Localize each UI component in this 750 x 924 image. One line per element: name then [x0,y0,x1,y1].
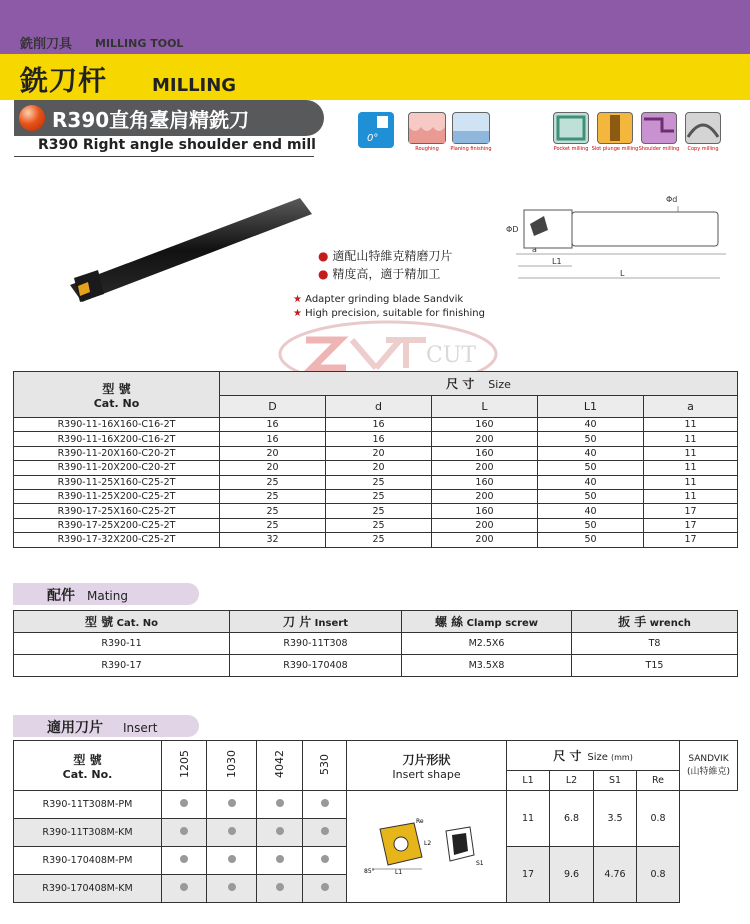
insert-cat-cell: R390-11T308M-KM [14,819,162,847]
size-value-cell: 17 [644,518,738,532]
category-label-zh: 銑削刀具 [20,37,73,52]
title-band [0,54,750,100]
cat-no-cell: R390-11-20X160-C20-2T [14,446,220,460]
availability-dot-icon [180,799,188,807]
mating-title-zh: 配件 [47,588,75,604]
size-value-cell: 50 [538,489,644,503]
mating-cell: M2.5X6 [402,633,572,655]
size-value-cell: 25 [220,518,326,532]
diagram-label-L1: L1 [552,257,562,266]
size-table-row [14,432,738,446]
availability-dot-icon [276,799,284,807]
slot-plunge-milling-caption: Slot plunge milling [591,146,639,152]
availability-dot-icon [321,855,329,863]
availability-dot-icon [276,855,284,863]
cat-no-cell: R390-17-25X200-C25-2T [14,518,220,532]
size-table-row [14,418,738,432]
size-table-cat-header: 型 號 Cat. No [14,372,220,418]
size-value-cell: 25 [326,475,432,489]
shoulder-milling-icon [641,112,677,144]
size-table-row [14,489,738,503]
star-icon: ★ [293,294,302,305]
angle-90-icon [358,112,394,148]
insert-section-tab [13,715,199,737]
cat-no-cell: R390-11-16X160-C16-2T [14,418,220,432]
size-value-cell: 25 [326,489,432,503]
insert-shape-icon [362,815,492,875]
size-value-cell: 11 [644,489,738,503]
size-value-cell: 200 [432,533,538,547]
mating-header-zh: 螺 絲 [434,615,464,629]
size-value-cell: 40 [538,418,644,432]
size-value-cell: 160 [432,446,538,460]
star-icon: ★ [293,308,302,319]
availability-dot-icon [228,827,236,835]
availability-dot-icon [321,827,329,835]
grade-cell [303,819,347,847]
grade-header-4042: 4042 [257,741,303,791]
size-value-cell: 160 [432,475,538,489]
size-col-header-L1: L1 [538,396,644,418]
availability-dot-icon [180,827,188,835]
availability-dot-icon [276,827,284,835]
svg-text:85°: 85° [363,868,375,875]
size-value-cell: 50 [538,432,644,446]
availability-dot-icon [276,883,284,891]
mating-cell: R390-11 [14,633,230,655]
mating-header-zh: 扳 手 [618,615,647,629]
availability-dot-icon [321,799,329,807]
size-value-cell: 160 [432,418,538,432]
svg-text:L1: L1 [394,869,402,875]
size-value-cell: 40 [538,446,644,460]
size-value-cell: 40 [538,475,644,489]
size-value-cell: 16 [220,432,326,446]
grade-cell [257,875,303,903]
size-value-cell: 17 [644,504,738,518]
copy-milling-icon [685,112,721,144]
availability-dot-icon [228,855,236,863]
availability-dot-icon [180,855,188,863]
insert-title-en: Insert [123,721,158,735]
mating-header-en: wrench [646,618,691,629]
svg-text:Re: Re [415,818,424,825]
grade-cell [303,847,347,875]
insert-size-cell: 3.5 [594,791,637,847]
feature-zh-2-text: 精度高，適于精加工 [332,267,441,281]
grade-cell [303,875,347,903]
size-value-cell: 200 [432,432,538,446]
subtitle-zh: R390直角臺肩精銑刀 [52,108,250,132]
brand-cell: SANDVIK (山特維克) [680,741,738,791]
feature-en-1 [293,294,463,305]
size-table-row [14,475,738,489]
grade-cell [207,791,257,819]
size-table [13,371,738,548]
mating-header-1 [230,611,402,633]
cat-no-cell: R390-11-20X200-C20-2T [14,461,220,475]
bullet-dot-icon: ● [318,267,329,281]
availability-dot-icon [321,883,329,891]
insert-shape-cell [347,791,507,903]
size-value-cell: 40 [538,504,644,518]
size-value-cell: 160 [432,504,538,518]
grade-cell [257,847,303,875]
insert-size-col-Re: Re [637,771,680,791]
availability-dot-icon [228,799,236,807]
insert-row [14,791,738,819]
size-value-cell: 20 [220,446,326,460]
cat-no-cell: R390-17-25X160-C25-2T [14,504,220,518]
size-value-cell: 32 [220,533,326,547]
size-value-cell: 11 [644,432,738,446]
dimension-drawing [496,186,736,286]
size-value-cell: 200 [432,489,538,503]
insert-shape-header: 刀片形狀 Insert shape [347,741,507,791]
cat-no-cell: R390-11-25X160-C25-2T [14,475,220,489]
roughing-caption: Roughing [415,146,439,152]
size-value-cell: 25 [220,475,326,489]
mating-header-en: Insert [311,618,348,629]
size-col-header-d: d [326,396,432,418]
size-value-cell: 16 [326,418,432,432]
mating-cell: R390-17 [14,655,230,677]
svg-text:S1: S1 [475,860,484,867]
size-table-row [14,518,738,532]
diagram-label-a: a [532,245,537,254]
size-value-cell: 200 [432,518,538,532]
feature-en-2-text: High precision, suitable for finishing [305,308,485,319]
size-value-cell: 11 [644,446,738,460]
mating-cell: T15 [572,655,738,677]
grade-cell [207,847,257,875]
feature-zh-1-text: 適配山特維克精磨刀片 [332,249,453,263]
size-value-cell: 25 [326,533,432,547]
mating-header-zh: 刀 片 [283,615,312,629]
availability-dot-icon [180,883,188,891]
size-value-cell: 25 [326,504,432,518]
size-table-row [14,461,738,475]
page-title-en: MILLING [152,75,237,96]
grade-cell [162,847,207,875]
insert-cat-cell: R390-170408M-KM [14,875,162,903]
insert-size-header: 尺 寸 Size (mm) [507,741,680,771]
mating-title-en: Mating [87,589,128,603]
size-value-cell: 20 [220,461,326,475]
grade-cell [162,875,207,903]
size-value-cell: 17 [644,533,738,547]
angle-label: 0° [367,133,379,144]
grade-cell [207,819,257,847]
size-value-cell: 20 [326,461,432,475]
grade-cell [162,791,207,819]
mating-cell: T8 [572,633,738,655]
grade-header-530: 530 [303,741,347,791]
milling-holder-photo [60,190,320,310]
size-value-cell: 25 [326,518,432,532]
size-value-cell: 25 [220,489,326,503]
planing-finishing-caption: Planing finishing [450,146,492,152]
size-value-cell: 20 [326,446,432,460]
grade-header-1205: 1205 [162,741,207,791]
grade-cell [162,819,207,847]
planing-finishing-icon [452,112,490,144]
subtitle-underline [14,156,314,157]
size-table-row [14,446,738,460]
insert-size-cell: 0.8 [637,791,680,847]
insert-size-cell: 17 [507,847,550,903]
grade-cell [257,819,303,847]
insert-cat-cell: R390-11T308M-PM [14,791,162,819]
availability-dot-icon [228,883,236,891]
mating-row [14,633,738,655]
slot-plunge-milling-icon [597,112,633,144]
grade-cell [303,791,347,819]
roughing-icon [408,112,446,144]
pocket-milling-icon [553,112,589,144]
grade-cell [257,791,303,819]
size-value-cell: 16 [326,432,432,446]
insert-size-cell: 4.76 [594,847,637,903]
mating-cell: R390-11T308 [230,633,402,655]
insert-size-col-L1: L1 [507,771,550,791]
insert-cat-header: 型 號 Cat. No. [14,741,162,791]
size-value-cell: 11 [644,418,738,432]
page-title-zh: 銑刀杆 [20,64,108,97]
insert-size-col-L2: L2 [550,771,594,791]
insert-size-cell: 9.6 [550,847,594,903]
size-value-cell: 25 [220,504,326,518]
size-col-header-L: L [432,396,538,418]
mating-cell: R390-170408 [230,655,402,677]
insert-size-col-S1: S1 [594,771,637,791]
subtitle-en: R390 Right angle shoulder end mill [38,137,316,153]
cat-no-cell: R390-11-25X200-C25-2T [14,489,220,503]
mating-section-tab [13,583,199,605]
insert-size-cell: 6.8 [550,791,594,847]
diagram-label-d: Φd [666,195,678,204]
mating-header-3 [572,611,738,633]
mating-header-2 [402,611,572,633]
category-label-en: MILLING TOOL [95,37,184,50]
size-value-cell: 200 [432,461,538,475]
mating-row [14,655,738,677]
mating-header-en: Clamp screw [463,618,539,629]
bullet-dot-icon: ● [318,249,329,263]
shoulder-milling-caption: Shoulder milling [638,146,680,152]
pocket-milling-caption: Pocket milling [553,146,589,152]
mating-header-0 [14,611,230,633]
cat-no-cell: R390-11-16X200-C16-2T [14,432,220,446]
diagram-label-D: ΦD [506,225,519,234]
size-table-size-header: 尺 寸 Size [220,372,738,396]
feature-zh-2 [318,265,440,282]
diagram-label-L: L [620,269,625,278]
insert-size-cell: 0.8 [637,847,680,903]
feature-zh-1 [318,247,452,264]
size-value-cell: 11 [644,475,738,489]
mating-header-en: Cat. No [113,618,159,629]
insert-title-zh: 適用刀片 [47,720,103,736]
insert-size-cell: 11 [507,791,550,847]
insert-cat-cell: R390-170408M-PM [14,847,162,875]
size-value-cell: 16 [220,418,326,432]
grade-cell [207,875,257,903]
size-table-row [14,504,738,518]
mating-header-zh: 型 號 [84,615,114,629]
mating-table [13,610,738,677]
feature-en-1-text: Adapter grinding blade Sandvik [305,294,464,305]
size-value-cell: 50 [538,533,644,547]
size-table-row [14,533,738,547]
grade-header-1030: 1030 [207,741,257,791]
red-ball-icon [19,105,45,131]
mating-cell: M3.5X8 [402,655,572,677]
logo-text: CUT [426,343,477,368]
size-value-cell: 11 [644,461,738,475]
size-value-cell: 50 [538,461,644,475]
svg-text:L2: L2 [423,840,431,847]
cat-no-cell: R390-17-32X200-C25-2T [14,533,220,547]
copy-milling-caption: Copy milling [687,146,719,152]
size-col-header-D: D [220,396,326,418]
size-col-header-a: a [644,396,738,418]
size-value-cell: 50 [538,518,644,532]
insert-table [13,740,738,903]
